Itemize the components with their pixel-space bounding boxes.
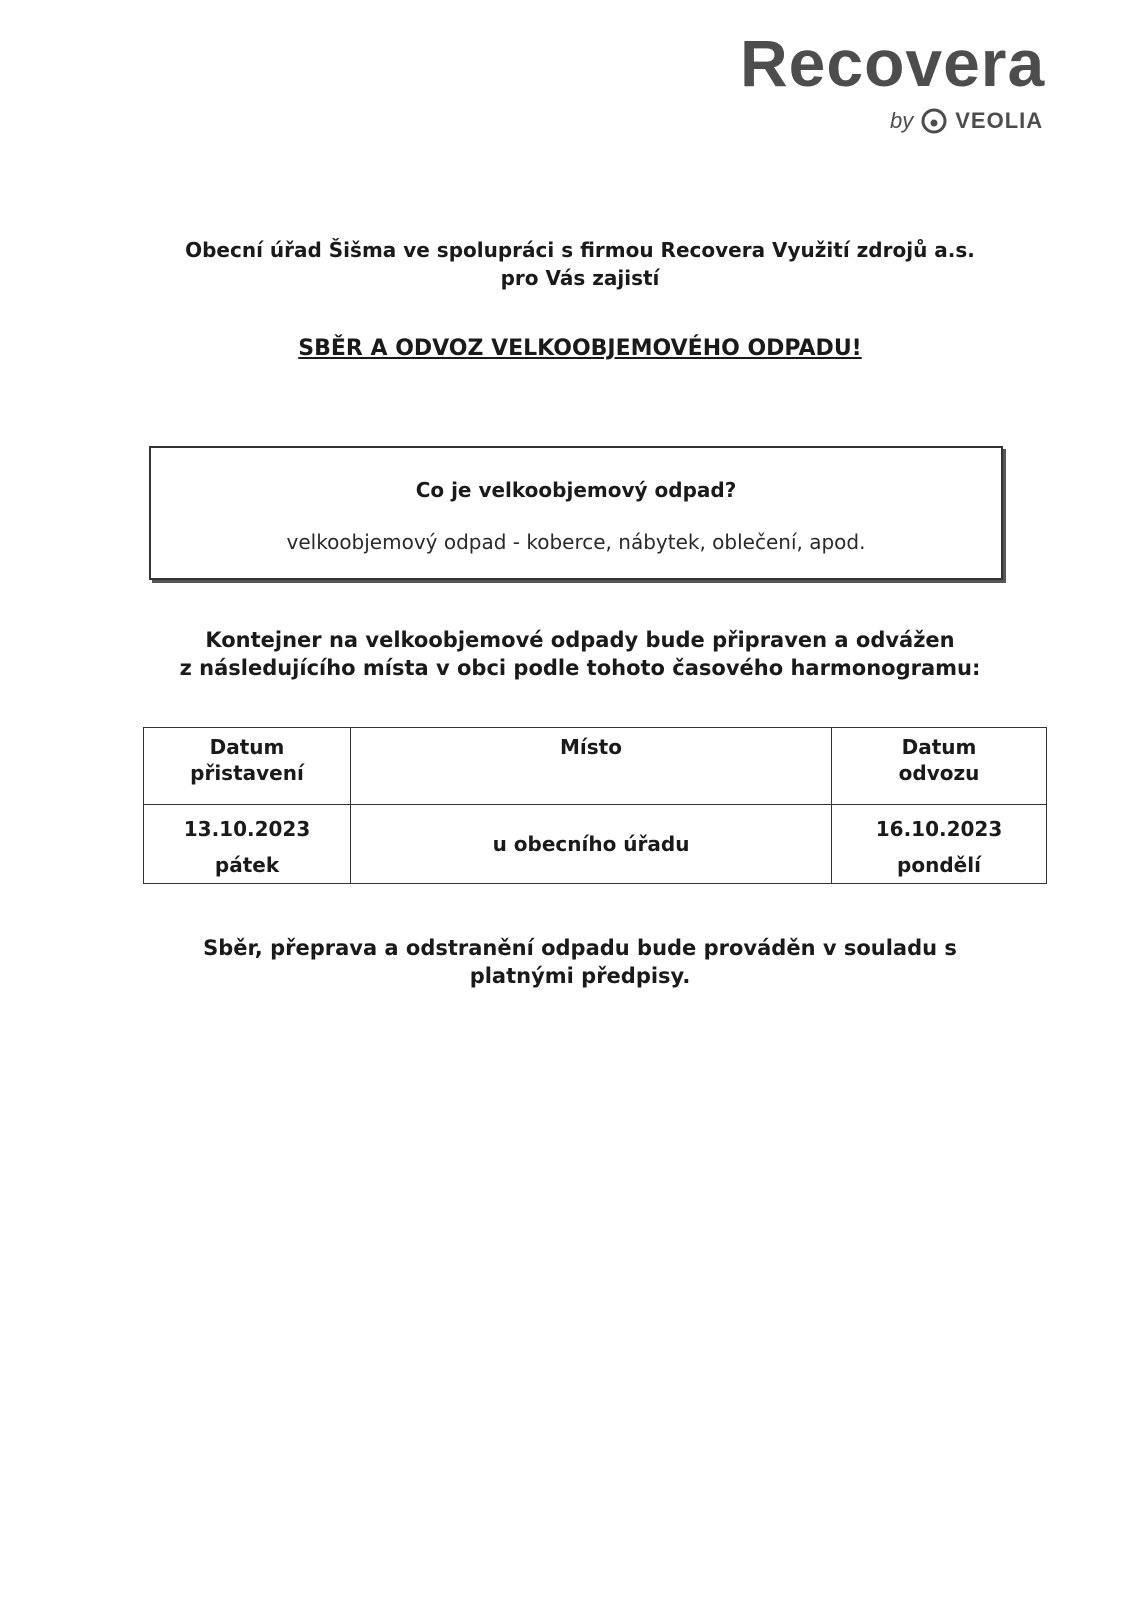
logo-byline (890, 108, 1043, 134)
intro-line-2: pro Vás zajistí (500, 266, 660, 290)
veolia-icon (921, 108, 947, 134)
container-notice (100, 626, 1060, 682)
notice-line-1: Kontejner na velkoobjemové odpady bude připraven a odvážen (205, 628, 955, 652)
intro-line-1: Obecní úřad Šišma ve spolupráci s firmou Recovera Využití zdrojů a.s. (185, 238, 975, 262)
place-text: u obecního úřadu (492, 832, 690, 856)
logo-by-text: by (890, 108, 914, 133)
definition-box (149, 446, 1003, 580)
placed-date: 13.10.2023 (183, 817, 311, 841)
pickup-date: 16.10.2023 (875, 817, 1003, 841)
recovera-logo (740, 26, 1100, 150)
cell-placed (144, 805, 351, 884)
header-pickup-line-2: odvozu (898, 761, 980, 785)
footer-text (100, 934, 1060, 990)
header-pickup-line-1: Datum (901, 735, 977, 759)
table-header-row (144, 728, 1047, 805)
cell-place (351, 805, 832, 884)
definition-answer: velkoobjemový odpad - koberce, nábytek, oblečení, apod. (286, 530, 866, 554)
logo-wordmark: Recovera (740, 26, 1046, 100)
pickup-day: pondělí (897, 853, 981, 877)
header-place (351, 728, 832, 805)
header-placed-line-2: přistavení (190, 761, 304, 785)
footer-line-2: platnými předpisy. (469, 964, 691, 988)
table-row (144, 805, 1047, 884)
header-placed-line-1: Datum (209, 735, 285, 759)
page-headline: SBĚR A ODVOZ VELKOOBJEMOVÉHO ODPADU! (298, 336, 862, 361)
header-pickup-date (832, 728, 1047, 805)
header-place-line-1: Místo (560, 735, 622, 759)
notice-line-2: z následujícího místa v obci podle tohoto časového harmonogramu: (179, 656, 981, 680)
footer-line-1: Sběr, přeprava a odstranění odpadu bude prováděn v souladu s (203, 936, 957, 960)
cell-pickup (832, 805, 1047, 884)
header-placed-date (144, 728, 351, 805)
schedule-table (143, 727, 1047, 884)
logo-veolia-text: VEOLIA (955, 108, 1044, 133)
definition-question: Co je velkoobjemový odpad? (415, 478, 737, 502)
placed-day: pátek (214, 853, 280, 877)
intro-text (100, 236, 1060, 292)
